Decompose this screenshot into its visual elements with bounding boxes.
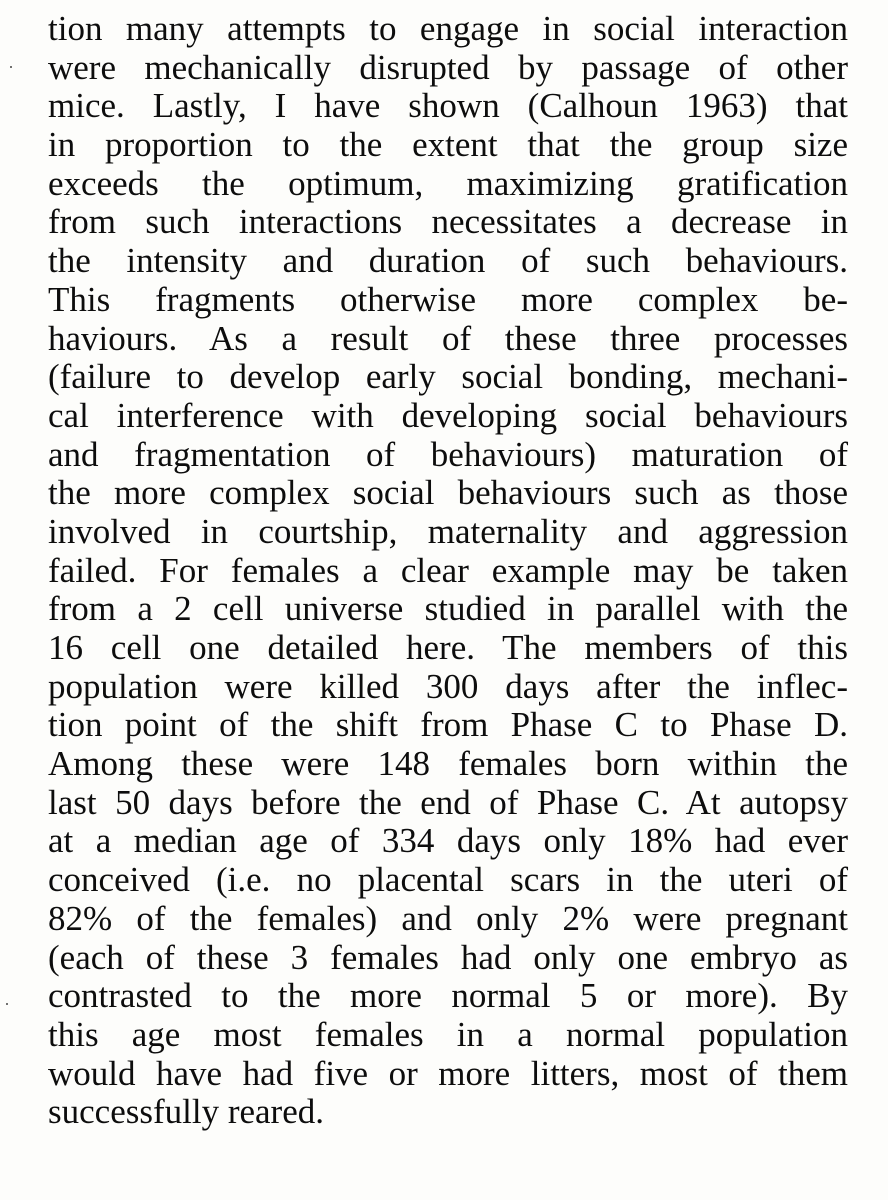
text-line: cal interference with developing social behaviours (48, 395, 848, 435)
text-line: at a median age of 334 days only 18% had ever (48, 821, 848, 861)
text-line: failed. For females a clear example may be taken (48, 550, 848, 590)
text-line: population were killed 300 days after the inflec- (48, 666, 848, 706)
text-line: from such interactions necessitates a decrease in (48, 202, 848, 242)
text-line: involved in courtship, maternality and aggression (48, 511, 848, 551)
text-line: were mechanically disrupted by passage of other (48, 47, 848, 87)
text-line: in proportion to the extent that the group size (48, 125, 848, 165)
text-line: last 50 days before the end of Phase C. At autopsy (48, 782, 848, 822)
text-line: (failure to develop early social bonding, mechani- (48, 357, 848, 397)
text-line: the intensity and duration of such behaviours. (48, 241, 848, 281)
text-line: and fragmentation of behaviours) maturation of (48, 434, 848, 474)
text-line: haviours. As a result of these three processes (48, 318, 848, 358)
text-line: exceeds the optimum, maximizing gratification (48, 163, 848, 203)
scan-speck (10, 66, 12, 68)
text-line: Among these were 148 females born within the (48, 744, 848, 784)
text-line: tion many attempts to engage in social interaction (48, 9, 848, 48)
text-line: 82% of the females) and only 2% were pregnant (48, 898, 848, 938)
text-line: mice. Lastly, I have shown (Calhoun 1963) that (48, 86, 848, 126)
text-line: tion point of the shift from Phase C to Phase D. (48, 705, 848, 745)
text-line: This fragments otherwise more complex be- (48, 279, 848, 319)
text-line: the more complex social behaviours such as those (48, 473, 848, 513)
text-line: this age most females in a normal population (48, 1014, 848, 1054)
text-line: conceived (i.e. no placental scars in the uteri of (48, 860, 848, 900)
scan-speck (6, 1003, 8, 1005)
text-line: would have had five or more litters, most of them (48, 1053, 848, 1093)
text-line: from a 2 cell universe studied in parallel with the (48, 589, 848, 629)
text-line: contrasted to the more normal 5 or more). By (48, 976, 848, 1016)
text-line: 16 cell one detailed here. The members of this (48, 628, 848, 667)
text-line-last: successfully reared. (48, 1092, 324, 1132)
body-text-column (48, 10, 848, 1132)
text-line: (each of these 3 females had only one embryo as (48, 937, 848, 977)
